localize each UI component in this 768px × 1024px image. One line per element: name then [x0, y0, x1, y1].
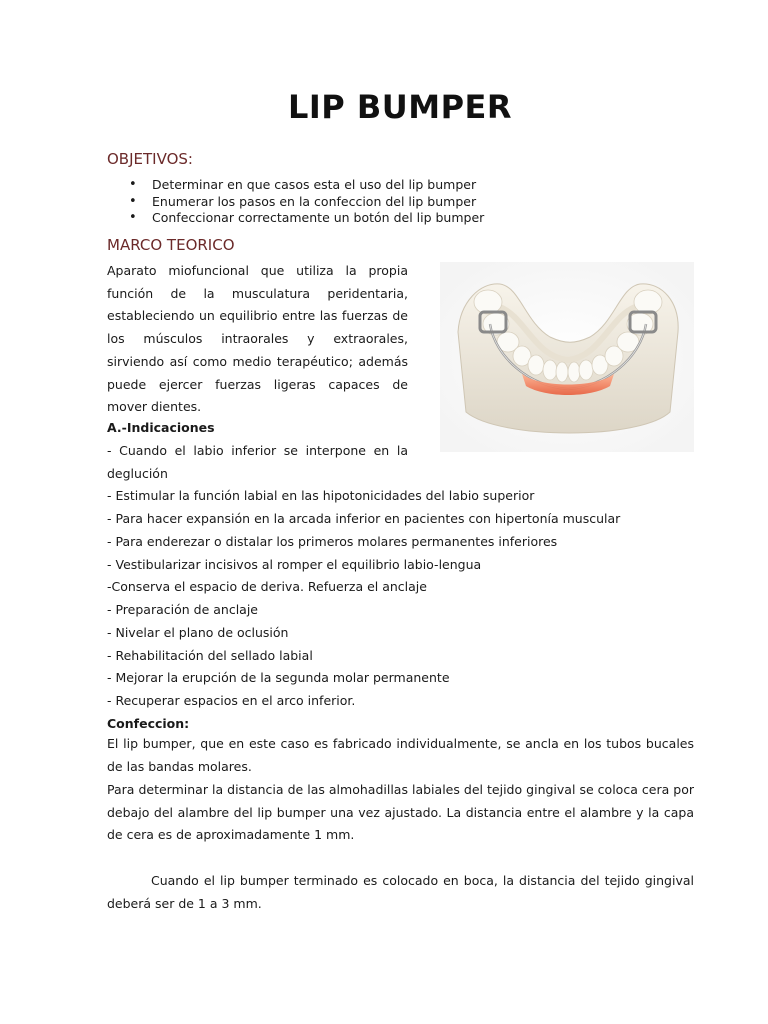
indicacion-item: -Conserva el espacio de deriva. Refuerza el anclaje	[107, 579, 427, 595]
objetivo-item: • Confeccionar correctamente un botón del lip bumper	[107, 210, 707, 227]
confeccion-paragraph-3: Cuando el lip bumper terminado es colocado en boca, la distancia del tejido gingival deberá ser de 1 a 3 mm.	[107, 873, 694, 911]
indicacion-item: - Vestibularizar incisivos al romper el equilibrio labio-lengua	[107, 556, 482, 572]
indicaciones-section	[107, 417, 697, 736]
indicacion-item: - Rehabilitación del sellado labial	[107, 647, 313, 663]
indicaciones-heading: A.-Indicaciones	[107, 420, 215, 435]
marco-teorico-heading: MARCO TEORICO	[107, 236, 235, 254]
confeccion-heading: Confeccion:	[107, 715, 190, 731]
indicacion-item: - Mejorar la erupción de la segunda molar permanente	[107, 670, 450, 686]
objetivo-item: • Enumerar los pasos en la confeccion del lip bumper	[107, 194, 707, 211]
indicacion-item: - Para enderezar o distalar los primeros molares permanentes inferiores	[107, 533, 558, 549]
indicacion-item: - Nivelar el plano de oclusión	[107, 624, 289, 640]
confeccion-paragraph-2: Para determinar la distancia de las almohadillas labiales del tejido gingival se coloca cera por debajo del alambre del lip bumper una vez ajustado. La distancia entre el alambre y la capa de cera es de aproximadamente 1 mm.	[107, 782, 694, 843]
marco-intro-text: Aparato miofuncional que utiliza la propia función de la musculatura peridentaria, estableciendo un equilibrio entre las fuerzas de los músculos intraorales y extraorales, sirviendo así como medio terapéutico; además puede ejercer fuerzas ligeras capaces de mover dientes.	[107, 263, 408, 415]
indicacion-item: - Estimular la función labial en las hipotonicidades del labio superior	[107, 488, 535, 504]
indicacion-item: - Para hacer expansión en la arcada inferior en pacientes con hipertonía muscular	[107, 511, 621, 526]
page-title: LIP BUMPER	[287, 88, 513, 126]
indicacion-item: - Cuando el labio inferior se interpone en la deglución	[107, 442, 408, 481]
objetivo-item: • Determinar en que casos esta el uso del lip bumper	[107, 177, 707, 194]
objetivos-heading: OBJETIVOS:	[107, 150, 193, 168]
indicacion-item: - Recuperar espacios en el arco inferior.	[107, 693, 356, 708]
objetivos-list	[107, 177, 707, 227]
marco-intro-paragraph	[107, 260, 408, 419]
indicacion-item: - Preparación de anclaje	[107, 602, 258, 617]
confeccion-paragraph-1: El lip bumper, que en este caso es fabricado individualmente, se ancla en los tubos bucales de las bandas molares.	[107, 736, 694, 774]
